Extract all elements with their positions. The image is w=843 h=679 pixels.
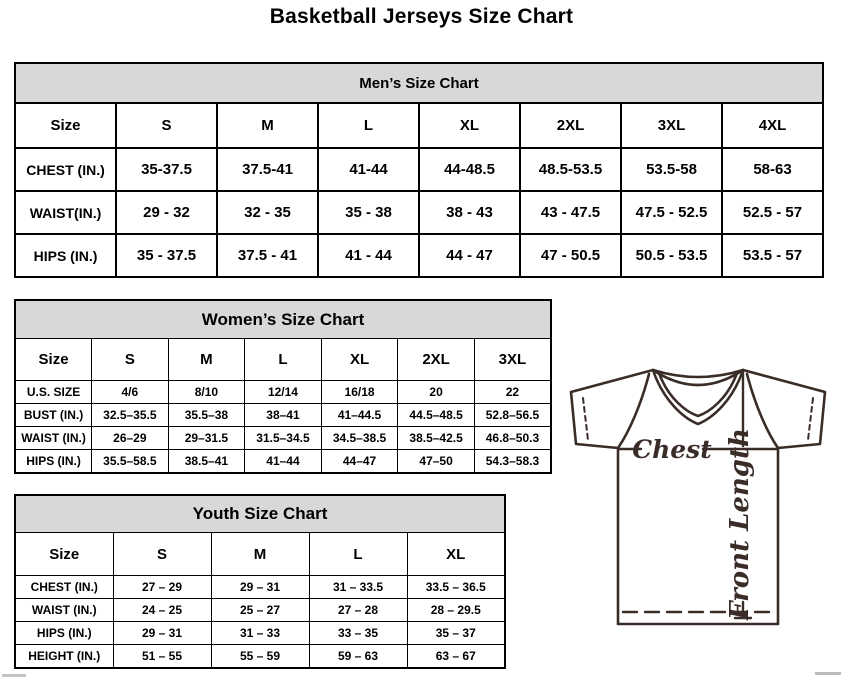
column-header: Size — [15, 339, 92, 381]
size-value: 53.5-58 — [621, 148, 722, 191]
table-title: Men’s Size Chart — [15, 63, 823, 103]
column-header: M — [168, 339, 245, 381]
table-row — [15, 622, 505, 645]
size-value: 47 - 50.5 — [520, 234, 621, 277]
womens-size-chart-section — [14, 299, 552, 474]
row-label: CHEST (IN.) — [15, 148, 116, 191]
column-header: L — [245, 339, 322, 381]
column-header: 4XL — [722, 103, 823, 148]
size-value: 41-44 — [318, 148, 419, 191]
size-value: 27 – 29 — [113, 576, 211, 599]
size-value: 29 – 31 — [211, 576, 309, 599]
youth-size-table — [14, 494, 506, 669]
size-value: 38.5–42.5 — [398, 427, 475, 450]
column-header: S — [116, 103, 217, 148]
size-value: 37.5 - 41 — [217, 234, 318, 277]
size-value: 54.3–58.3 — [474, 450, 551, 474]
size-value: 32 - 35 — [217, 191, 318, 234]
size-value: 47.5 - 52.5 — [621, 191, 722, 234]
size-value: 32.5–35.5 — [92, 404, 169, 427]
column-header: 3XL — [621, 103, 722, 148]
size-value: 44-48.5 — [419, 148, 520, 191]
row-label: WAIST (IN.) — [15, 427, 92, 450]
size-value: 44–47 — [321, 450, 398, 474]
row-label: WAIST(IN.) — [15, 191, 116, 234]
size-value: 58-63 — [722, 148, 823, 191]
size-value: 20 — [398, 381, 475, 404]
row-label: WAIST (IN.) — [15, 599, 113, 622]
row-label: HEIGHT (IN.) — [15, 645, 113, 669]
horizontal-scrollbar-fragment-left[interactable] — [2, 674, 26, 677]
size-value: 43 - 47.5 — [520, 191, 621, 234]
size-value: 52.5 - 57 — [722, 191, 823, 234]
size-value: 46.8–50.3 — [474, 427, 551, 450]
size-value: 31 – 33 — [211, 622, 309, 645]
size-value: 16/18 — [321, 381, 398, 404]
table-row — [15, 599, 505, 622]
table-title: Youth Size Chart — [15, 495, 505, 533]
size-value: 35.5–58.5 — [92, 450, 169, 474]
table-row — [15, 645, 505, 669]
size-value: 22 — [474, 381, 551, 404]
size-value: 35-37.5 — [116, 148, 217, 191]
size-value: 59 – 63 — [309, 645, 407, 669]
column-header-row — [15, 533, 505, 576]
size-value: 48.5-53.5 — [520, 148, 621, 191]
table-title-row — [15, 300, 551, 339]
chest-label: Chest — [632, 435, 712, 464]
row-label: CHEST (IN.) — [15, 576, 113, 599]
table-row — [15, 381, 551, 404]
size-value: 51 – 55 — [113, 645, 211, 669]
table-row — [15, 576, 505, 599]
size-value: 41–44.5 — [321, 404, 398, 427]
size-value: 44 - 47 — [419, 234, 520, 277]
size-value: 47–50 — [398, 450, 475, 474]
table-row — [15, 234, 823, 277]
table-row — [15, 450, 551, 474]
horizontal-scrollbar-fragment-right[interactable] — [815, 672, 841, 675]
column-header: M — [217, 103, 318, 148]
size-value: 52.8–56.5 — [474, 404, 551, 427]
row-label: HIPS (IN.) — [15, 234, 116, 277]
size-value: 41 - 44 — [318, 234, 419, 277]
size-value: 25 – 27 — [211, 599, 309, 622]
size-value: 34.5–38.5 — [321, 427, 398, 450]
size-value: 38 - 43 — [419, 191, 520, 234]
size-value: 26–29 — [92, 427, 169, 450]
size-value: 35 – 37 — [407, 622, 505, 645]
size-value: 53.5 - 57 — [722, 234, 823, 277]
size-value: 31 – 33.5 — [309, 576, 407, 599]
size-value: 8/10 — [168, 381, 245, 404]
column-header: S — [92, 339, 169, 381]
front-length-label: Front Length — [725, 428, 755, 620]
column-header: L — [318, 103, 419, 148]
size-value: 38.5–41 — [168, 450, 245, 474]
size-value: 28 – 29.5 — [407, 599, 505, 622]
column-header: XL — [407, 533, 505, 576]
size-value: 35 - 37.5 — [116, 234, 217, 277]
size-value: 29 - 32 — [116, 191, 217, 234]
youth-size-chart-section — [14, 494, 506, 669]
column-header: XL — [321, 339, 398, 381]
column-header: M — [211, 533, 309, 576]
row-label: HIPS (IN.) — [15, 450, 92, 474]
page-title: Basketball Jerseys Size Chart — [269, 5, 574, 28]
size-value: 55 – 59 — [211, 645, 309, 669]
table-title: Women’s Size Chart — [15, 300, 551, 339]
size-value: 12/14 — [245, 381, 322, 404]
column-header-row — [15, 103, 823, 148]
size-value: 27 – 28 — [309, 599, 407, 622]
column-header: L — [309, 533, 407, 576]
table-row — [15, 148, 823, 191]
column-header: S — [113, 533, 211, 576]
size-value: 37.5-41 — [217, 148, 318, 191]
jersey-outline-icon — [555, 360, 842, 664]
mens-size-chart-section — [14, 62, 824, 278]
column-header: 3XL — [474, 339, 551, 381]
size-value: 38–41 — [245, 404, 322, 427]
table-row — [15, 404, 551, 427]
column-header: Size — [15, 103, 116, 148]
table-title-row — [15, 63, 823, 103]
womens-size-table — [14, 299, 552, 474]
size-value: 29–31.5 — [168, 427, 245, 450]
size-value: 50.5 - 53.5 — [621, 234, 722, 277]
size-value: 33 – 35 — [309, 622, 407, 645]
size-value: 35 - 38 — [318, 191, 419, 234]
column-header: XL — [419, 103, 520, 148]
table-row — [15, 427, 551, 450]
size-value: 33.5 – 36.5 — [407, 576, 505, 599]
size-value: 29 – 31 — [113, 622, 211, 645]
size-value: 35.5–38 — [168, 404, 245, 427]
column-header: 2XL — [520, 103, 621, 148]
table-title-row — [15, 495, 505, 533]
mens-size-table — [14, 62, 824, 278]
size-value: 4/6 — [92, 381, 169, 404]
row-label: BUST (IN.) — [15, 404, 92, 427]
column-header: 2XL — [398, 339, 475, 381]
column-header: Size — [15, 533, 113, 576]
jersey-measurement-diagram — [555, 360, 842, 664]
size-value: 31.5–34.5 — [245, 427, 322, 450]
size-value: 41–44 — [245, 450, 322, 474]
row-label: U.S. SIZE — [15, 381, 92, 404]
size-value: 63 – 67 — [407, 645, 505, 669]
size-value: 24 – 25 — [113, 599, 211, 622]
size-value: 44.5–48.5 — [398, 404, 475, 427]
table-row — [15, 191, 823, 234]
row-label: HIPS (IN.) — [15, 622, 113, 645]
column-header-row — [15, 339, 551, 381]
